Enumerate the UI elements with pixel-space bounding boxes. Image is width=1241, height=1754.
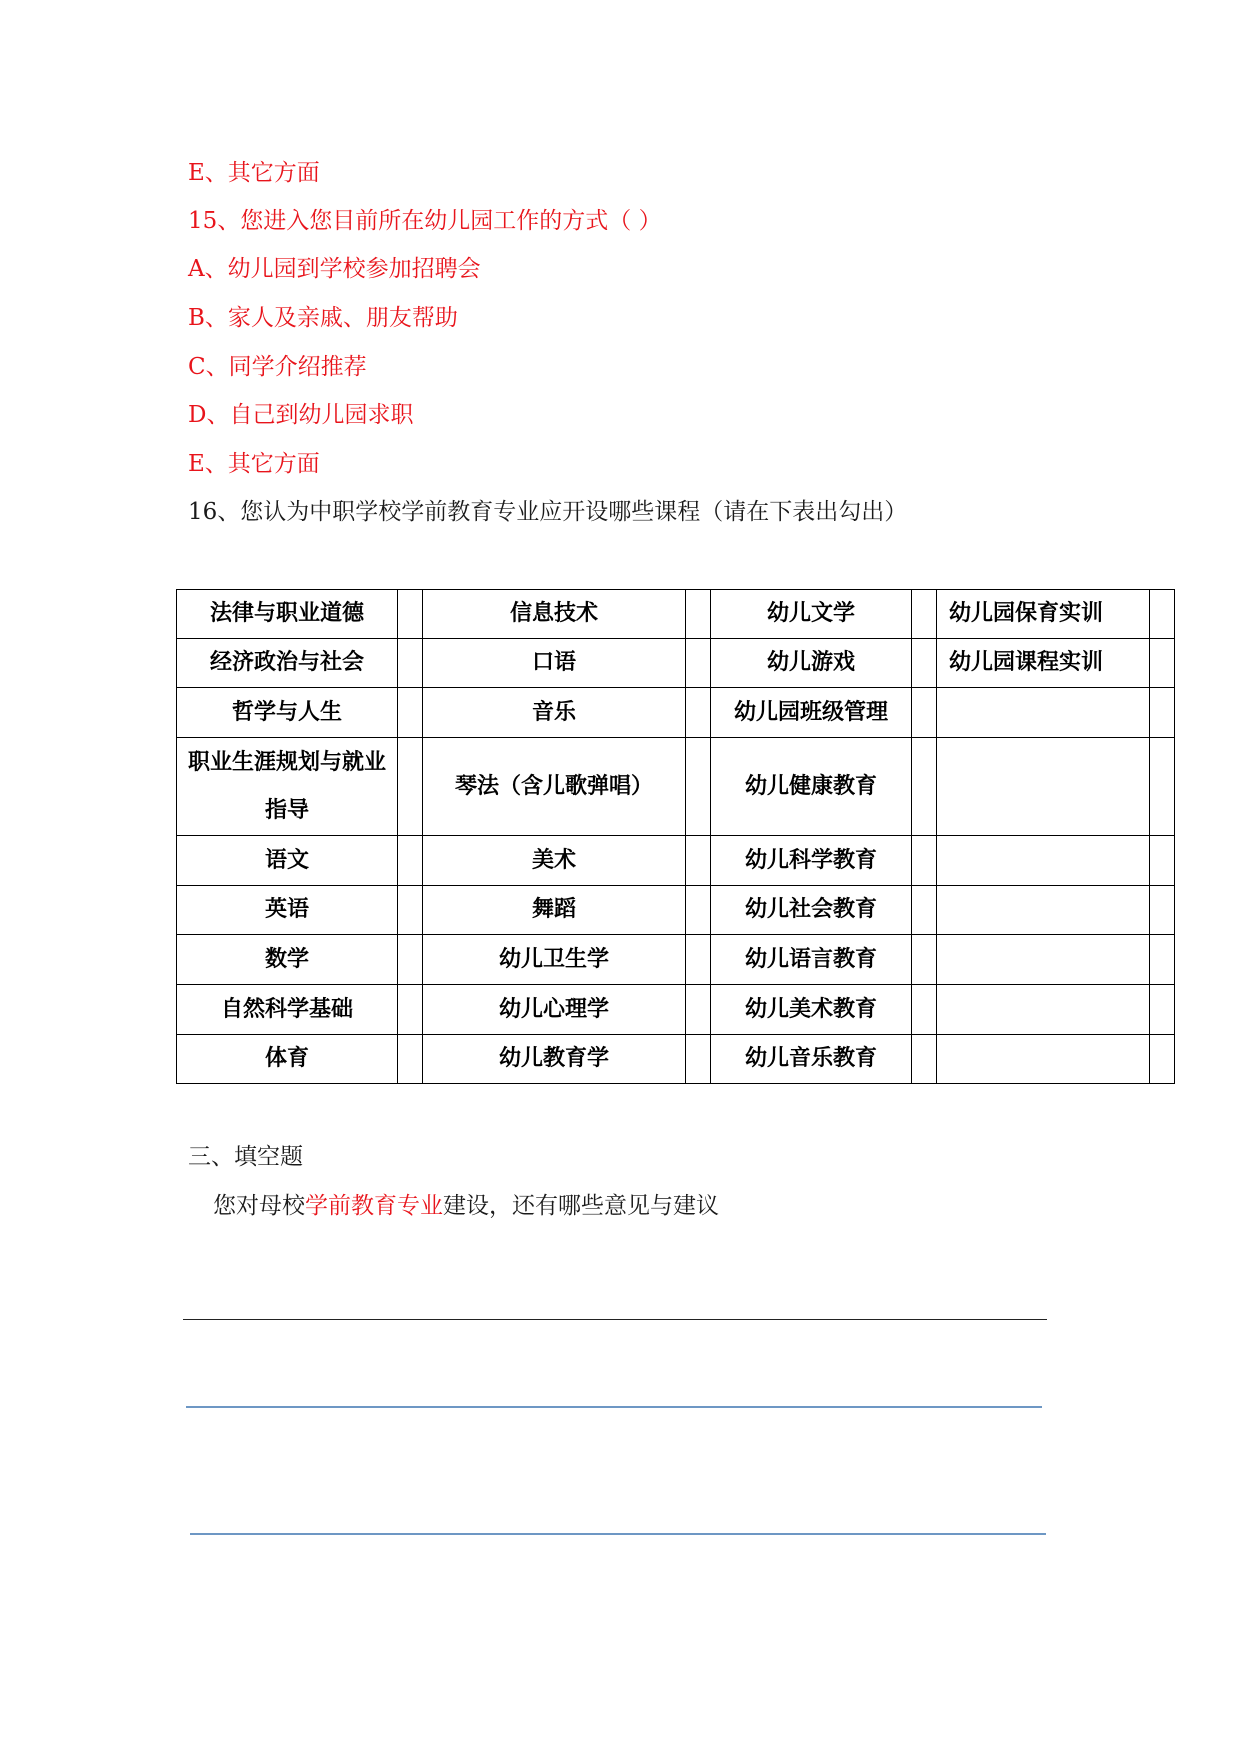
course-cell: 音乐 — [423, 688, 686, 738]
course-cell — [937, 1035, 1150, 1084]
q15-option-d: D、自己到幼儿园求职 — [188, 402, 414, 428]
course-cell: 幼儿语言教育 — [711, 935, 912, 985]
course-cell: 语文 — [177, 836, 398, 886]
course-cell — [937, 836, 1150, 886]
course-cell: 自然科学基础 — [177, 985, 398, 1035]
q15-option-e: E、其它方面 — [188, 451, 320, 477]
q15-title: 15、您进入您目前所在幼儿园工作的方式（ ） — [188, 208, 662, 234]
q16-title: 16、您认为中职学校学前教育专业应开设哪些课程（请在下表出勾出） — [188, 499, 908, 525]
table-row — [177, 935, 1175, 985]
checkbox-cell[interactable] — [912, 590, 937, 639]
course-cell: 幼儿游戏 — [711, 639, 912, 688]
checkbox-cell[interactable] — [686, 935, 711, 985]
course-cell: 幼儿园保育实训 — [937, 590, 1150, 639]
checkbox-cell[interactable] — [398, 590, 423, 639]
answer-line-2[interactable] — [186, 1406, 1042, 1408]
course-cell: 信息技术 — [423, 590, 686, 639]
course-cell: 美术 — [423, 836, 686, 886]
course-cell: 幼儿园班级管理 — [711, 688, 912, 738]
checkbox-cell[interactable] — [398, 639, 423, 688]
checkbox-cell[interactable] — [1150, 738, 1175, 836]
answer-line-1[interactable] — [183, 1319, 1047, 1320]
course-cell: 幼儿文学 — [711, 590, 912, 639]
checkbox-cell[interactable] — [912, 985, 937, 1035]
course-cell: 幼儿美术教育 — [711, 985, 912, 1035]
answer-line-3[interactable] — [190, 1533, 1046, 1535]
course-cell: 幼儿健康教育 — [711, 738, 912, 836]
course-cell: 经济政治与社会 — [177, 639, 398, 688]
course-cell: 法律与职业道德 — [177, 590, 398, 639]
checkbox-cell[interactable] — [1150, 639, 1175, 688]
checkbox-cell[interactable] — [1150, 836, 1175, 886]
table-row — [177, 590, 1175, 639]
checkbox-cell[interactable] — [1150, 886, 1175, 935]
course-cell: 幼儿心理学 — [423, 985, 686, 1035]
prompt-text-after: 建设，还有哪些意见与建议 — [443, 1193, 719, 1219]
checkbox-cell[interactable] — [686, 639, 711, 688]
section-title-fill-in: 三、填空题 — [188, 1144, 303, 1170]
checkbox-cell[interactable] — [912, 738, 937, 836]
course-cell — [937, 886, 1150, 935]
checkbox-cell[interactable] — [398, 1035, 423, 1084]
course-cell: 幼儿音乐教育 — [711, 1035, 912, 1084]
checkbox-cell[interactable] — [686, 985, 711, 1035]
checkbox-cell[interactable] — [912, 935, 937, 985]
checkbox-cell[interactable] — [1150, 935, 1175, 985]
checkbox-cell[interactable] — [686, 590, 711, 639]
checkbox-cell[interactable] — [912, 1035, 937, 1084]
course-cell — [937, 935, 1150, 985]
checkbox-cell[interactable] — [912, 688, 937, 738]
checkbox-cell[interactable] — [398, 836, 423, 886]
table-row — [177, 886, 1175, 935]
checkbox-cell[interactable] — [398, 985, 423, 1035]
table-row — [177, 985, 1175, 1035]
checkbox-cell[interactable] — [912, 836, 937, 886]
checkbox-cell[interactable] — [912, 886, 937, 935]
course-cell: 口语 — [423, 639, 686, 688]
checkbox-cell[interactable] — [686, 688, 711, 738]
checkbox-cell[interactable] — [398, 935, 423, 985]
q15-option-a: A、幼儿园到学校参加招聘会 — [188, 256, 481, 282]
q15-option-b: B、家人及亲戚、朋友帮助 — [188, 305, 458, 331]
course-cell: 幼儿教育学 — [423, 1035, 686, 1084]
table-row — [177, 836, 1175, 886]
table-row — [177, 639, 1175, 688]
checkbox-cell[interactable] — [1150, 985, 1175, 1035]
course-cell: 幼儿科学教育 — [711, 836, 912, 886]
checkbox-cell[interactable] — [686, 1035, 711, 1084]
checkbox-cell[interactable] — [1150, 1035, 1175, 1084]
prompt-text-before: 您对母校 — [213, 1193, 305, 1219]
checkbox-cell[interactable] — [1150, 688, 1175, 738]
course-cell: 幼儿卫生学 — [423, 935, 686, 985]
course-cell — [937, 985, 1150, 1035]
fill-in-prompt — [213, 1191, 719, 1221]
q14-option-e: E、其它方面 — [188, 160, 320, 186]
course-cell — [937, 738, 1150, 836]
checkbox-cell[interactable] — [686, 886, 711, 935]
course-table — [176, 589, 1175, 1084]
course-cell — [937, 688, 1150, 738]
course-cell: 数学 — [177, 935, 398, 985]
course-cell: 哲学与人生 — [177, 688, 398, 738]
course-cell: 琴法（含儿歌弹唱） — [423, 738, 686, 836]
checkbox-cell[interactable] — [398, 688, 423, 738]
table-row — [177, 1035, 1175, 1084]
course-cell: 幼儿社会教育 — [711, 886, 912, 935]
checkbox-cell[interactable] — [398, 738, 423, 836]
q15-option-c: C、同学介绍推荐 — [188, 354, 367, 380]
course-cell: 体育 — [177, 1035, 398, 1084]
prompt-text-highlight: 学前教育专业 — [305, 1193, 443, 1219]
course-cell: 幼儿园课程实训 — [937, 639, 1150, 688]
course-cell: 舞蹈 — [423, 886, 686, 935]
course-cell: 英语 — [177, 886, 398, 935]
checkbox-cell[interactable] — [686, 738, 711, 836]
table-row — [177, 738, 1175, 836]
checkbox-cell[interactable] — [686, 836, 711, 886]
checkbox-cell[interactable] — [1150, 590, 1175, 639]
checkbox-cell[interactable] — [398, 886, 423, 935]
course-cell: 职业生涯规划与就业指导 — [177, 738, 398, 836]
table-row — [177, 688, 1175, 738]
checkbox-cell[interactable] — [912, 639, 937, 688]
